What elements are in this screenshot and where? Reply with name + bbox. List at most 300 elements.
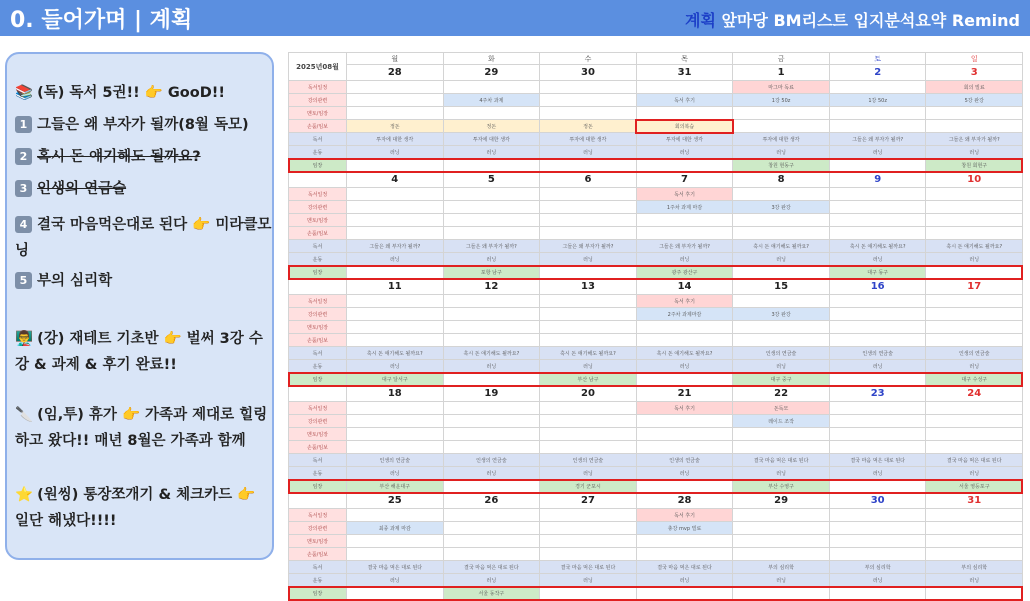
date-row-spacer [289,493,347,509]
schedule-cell [540,159,637,172]
schedule-cell: 러닝 [443,253,540,266]
row-label: 운동 [289,467,347,480]
date-number: 25 [347,493,444,509]
weekday-row [289,53,1023,65]
schedule-row [289,574,1023,587]
emoji-icon: 🔪 [15,407,34,423]
schedule-cell: 그들은 왜 부자가 될까? [636,240,733,253]
schedule-cell [636,227,733,240]
schedule-cell [733,587,830,600]
schedule-cell [733,188,830,201]
nav-keyword: 계획 [685,11,716,30]
schedule-row [289,227,1023,240]
schedule-cell [347,402,444,415]
schedule-cell: 러닝 [829,360,926,373]
schedule-cell: 러닝 [347,467,444,480]
schedule-row [289,107,1023,120]
schedule-cell: 투자에 대한 생각 [347,133,444,146]
schedule-cell [540,428,637,441]
date-number: 23 [829,386,926,402]
note-text: 그들은 왜 부자가 될까(8월 독모) [37,117,249,133]
schedule-cell: 러닝 [636,467,733,480]
schedule-cell [926,402,1023,415]
date-number: 30 [540,65,637,81]
schedule-cell [540,107,637,120]
schedule-row [289,240,1023,253]
schedule-cell [540,308,637,321]
schedule-cell [443,441,540,454]
date-number: 29 [733,493,830,509]
weekday-label: 일 [926,53,1023,65]
schedule-cell: 러닝 [926,467,1023,480]
date-number: 5 [443,172,540,188]
schedule-cell [829,509,926,522]
schedule-cell: 러닝 [829,253,926,266]
date-row [289,493,1023,509]
schedule-cell [540,81,637,94]
schedule-cell [540,415,637,428]
schedule-cell: 러닝 [733,467,830,480]
schedule-cell: 혹시 돈 얘기해도 될까요? [347,347,444,360]
slide-title: 0. 들어가며 | 계획 [10,8,193,33]
schedule-cell [443,188,540,201]
row-label: 독서일정 [289,402,347,415]
row-label: 멘토/임장 [289,214,347,227]
schedule-cell: 러닝 [636,253,733,266]
schedule-cell [636,548,733,561]
date-number: 22 [733,386,830,402]
row-label: 임장 [289,587,347,600]
schedule-cell: 그들은 왜 부자가 될까? [347,240,444,253]
note-text: (강) 재테트 기초반 👉 벌써 3강 수강 & 과제 & 후기 완료!! [15,331,263,373]
schedule-cell: 러닝 [540,360,637,373]
schedule-cell: 러닝 [733,146,830,159]
row-label: 손품/임보 [289,120,347,133]
schedule-cell [636,415,733,428]
schedule-cell: 러닝 [829,146,926,159]
weekday-label: 월 [347,53,444,65]
schedule-cell [443,201,540,214]
schedule-cell [636,441,733,454]
schedule-cell [829,415,926,428]
schedule-cell: 그들은 왜 부자가 될까? [829,133,926,146]
schedule-cell [540,548,637,561]
monthly-calendar [288,52,1023,600]
schedule-cell [540,227,637,240]
row-label: 임장 [289,373,347,386]
schedule-cell [733,428,830,441]
schedule-cell: 러닝 [347,574,444,587]
schedule-cell: 독서 후기 [636,295,733,308]
schedule-cell: 부산 수영구 [733,480,830,493]
date-row [289,65,1023,81]
schedule-cell: 독서 후기 [636,94,733,107]
date-number: 28 [636,493,733,509]
schedule-cell: 러닝 [347,146,444,159]
schedule-cell [926,428,1023,441]
date-number: 10 [926,172,1023,188]
schedule-cell [733,441,830,454]
schedule-cell [926,509,1023,522]
schedule-cell: 포항 남구 [443,266,540,279]
date-number: 3 [926,65,1023,81]
schedule-cell: 결국 마음 먹은 대로 된다 [926,454,1023,467]
schedule-cell: 회의복습 [636,120,733,133]
schedule-row [289,428,1023,441]
schedule-cell [347,227,444,240]
number-badge: 2 [15,148,32,165]
note-text: 혹시 돈 얘기해도 될까요? [37,149,201,165]
schedule-cell [443,107,540,120]
schedule-cell: 대구 동구 [829,266,926,279]
weekday-label: 수 [540,53,637,65]
row-label: 독서 [289,454,347,467]
schedule-cell: 러닝 [540,467,637,480]
row-label: 독서일정 [289,509,347,522]
date-number: 12 [443,279,540,295]
schedule-cell: 러닝 [347,253,444,266]
schedule-cell [443,415,540,428]
schedule-cell: 독서 후기 [636,509,733,522]
schedule-cell [829,441,926,454]
schedule-cell [347,428,444,441]
schedule-cell [636,587,733,600]
schedule-cell: 1강 50z [733,94,830,107]
schedule-cell [347,214,444,227]
schedule-cell [540,535,637,548]
schedule-row [289,347,1023,360]
note-text: (원씽) 통장쪼개기 & 체크카드 👉 일단 해냈다!!!! [15,487,256,529]
schedule-cell [926,120,1023,133]
schedule-cell [347,295,444,308]
schedule-cell: 결국 마음 먹은 대로 된다 [733,454,830,467]
date-number: 13 [540,279,637,295]
schedule-cell: 러닝 [636,360,733,373]
row-label: 독서 [289,240,347,253]
date-number: 2 [829,65,926,81]
schedule-cell: 결국 마음 먹은 대로 된다 [636,561,733,574]
date-row-spacer [289,279,347,295]
schedule-cell: 러닝 [540,253,637,266]
schedule-cell: 러닝 [636,146,733,159]
schedule-cell: 부산 남구 [540,373,637,386]
date-number: 19 [443,386,540,402]
row-label: 강의관련 [289,522,347,535]
schedule-cell [733,227,830,240]
date-number: 30 [829,493,926,509]
schedule-cell [540,295,637,308]
date-number: 15 [733,279,830,295]
schedule-cell: 총강 mvp 빌료 [636,522,733,535]
schedule-cell: 러닝 [540,574,637,587]
note-item [15,176,273,202]
schedule-cell [347,159,444,172]
schedule-cell [443,428,540,441]
schedule-cell [443,535,540,548]
schedule-cell [829,334,926,347]
row-label: 독서일정 [289,295,347,308]
schedule-row [289,373,1023,386]
schedule-cell [443,159,540,172]
schedule-cell [926,266,1023,279]
row-label: 운동 [289,253,347,266]
schedule-cell [926,321,1023,334]
schedule-cell [347,548,444,561]
schedule-cell [636,214,733,227]
schedule-cell: 러닝 [636,574,733,587]
schedule-cell [829,535,926,548]
notes-panel [5,52,274,560]
schedule-cell: 그들은 왜 부자가 될까? [443,240,540,253]
schedule-cell [829,548,926,561]
schedule-cell: 인생의 연금술 [443,454,540,467]
schedule-cell [829,107,926,120]
schedule-cell [540,522,637,535]
schedule-cell [540,188,637,201]
note-item [15,326,273,378]
slide-nav [685,8,1020,31]
schedule-cell [347,334,444,347]
schedule-cell: 결국 마음 먹은 대로 된다 [540,561,637,574]
schedule-cell: 독서 후기 [636,188,733,201]
schedule-cell [733,107,830,120]
schedule-cell: 러닝 [733,574,830,587]
schedule-cell: 4주차 과제 [443,94,540,107]
schedule-row [289,402,1023,415]
schedule-cell [443,227,540,240]
row-label: 손품/임보 [289,548,347,561]
date-number: 14 [636,279,733,295]
note-item [15,80,273,106]
schedule-cell [829,159,926,172]
schedule-cell [540,402,637,415]
schedule-cell: 돈독모 [733,402,830,415]
schedule-row [289,509,1023,522]
schedule-cell [347,266,444,279]
row-label: 독서 [289,561,347,574]
schedule-cell [733,548,830,561]
schedule-cell [829,587,926,600]
date-number: 27 [540,493,637,509]
schedule-cell: 그들은 왜 부자가 될까? [540,240,637,253]
nav-text: 앞마당 BM리스트 입지분석요약 Remind [715,11,1020,30]
schedule-cell: 러닝 [926,253,1023,266]
row-label: 독서 [289,347,347,360]
schedule-cell: 혹시 돈 얘기해도 될까요? [540,347,637,360]
row-label: 독서일정 [289,188,347,201]
schedule-cell: 러닝 [443,574,540,587]
date-number: 9 [829,172,926,188]
schedule-cell: 1강 50z [829,94,926,107]
number-badge: 5 [15,272,32,289]
row-label: 독서 [289,133,347,146]
schedule-cell: 3강 완강 [733,308,830,321]
schedule-cell [540,587,637,600]
emoji-icon: ⭐ [15,487,34,503]
schedule-cell: 혹시 돈 얘기해도 될까요? [733,240,830,253]
date-number: 16 [829,279,926,295]
number-badge: 3 [15,180,32,197]
row-label: 멘토/임장 [289,321,347,334]
schedule-cell [636,480,733,493]
note-item [15,482,273,534]
schedule-cell: 경기 군포시 [540,480,637,493]
schedule-cell [347,308,444,321]
schedule-cell: 러닝 [733,360,830,373]
schedule-row [289,454,1023,467]
schedule-cell [926,415,1023,428]
schedule-cell: 부산 해운대구 [347,480,444,493]
schedule-cell [926,214,1023,227]
schedule-cell: 창원 현동구 [733,159,830,172]
schedule-cell: 인생의 연금술 [733,347,830,360]
schedule-row [289,334,1023,347]
schedule-cell [733,321,830,334]
note-item [15,112,273,138]
row-label: 강의관련 [289,201,347,214]
schedule-cell: 대구 달서구 [347,373,444,386]
date-number: 21 [636,386,733,402]
row-label: 손품/임보 [289,334,347,347]
schedule-cell: 창원 회현구 [926,159,1023,172]
row-label: 임장 [289,159,347,172]
schedule-cell: 레이드 조작 [733,415,830,428]
schedule-cell [636,107,733,120]
date-number: 1 [733,65,830,81]
schedule-cell: 러닝 [829,574,926,587]
schedule-cell: 투자에 대한 생각 [733,133,830,146]
schedule-cell: 러닝 [540,146,637,159]
schedule-cell: 투자에 대한 생각 [443,133,540,146]
schedule-cell [540,94,637,107]
schedule-cell [829,373,926,386]
schedule-cell [926,441,1023,454]
schedule-cell [926,227,1023,240]
row-label: 강의관련 [289,415,347,428]
row-label: 손품/임보 [289,441,347,454]
date-number: 29 [443,65,540,81]
date-number: 8 [733,172,830,188]
date-number: 20 [540,386,637,402]
schedule-cell [347,107,444,120]
schedule-cell [829,81,926,94]
schedule-row [289,146,1023,159]
schedule-row [289,201,1023,214]
row-label: 임장 [289,480,347,493]
row-label: 운동 [289,146,347,159]
date-row-spacer [289,386,347,402]
schedule-cell: 투자에 대한 생각 [540,133,637,146]
schedule-cell: 러닝 [926,360,1023,373]
date-row [289,386,1023,402]
schedule-cell [733,120,830,133]
schedule-cell [540,214,637,227]
schedule-cell: 러닝 [926,146,1023,159]
schedule-cell [347,81,444,94]
row-label: 운동 [289,574,347,587]
row-label: 멘토/임장 [289,428,347,441]
schedule-cell [733,509,830,522]
date-number: 4 [347,172,444,188]
weekday-label: 토 [829,53,926,65]
emoji-icon: 👨‍🏫 [15,331,34,347]
schedule-cell [829,201,926,214]
schedule-cell [636,159,733,172]
weekday-label: 목 [636,53,733,65]
row-label: 멘토/임장 [289,535,347,548]
schedule-cell [347,188,444,201]
schedule-cell [636,373,733,386]
schedule-row [289,133,1023,146]
schedule-cell: 인생의 연금술 [540,454,637,467]
schedule-cell [443,308,540,321]
note-text: (임,투) 휴가 👉 가족과 제대로 힐링하고 왔다!! 매년 8월은 가족과 함께 [15,407,268,449]
schedule-cell: 러닝 [733,253,830,266]
schedule-cell: 러닝 [829,467,926,480]
schedule-cell [443,522,540,535]
schedule-cell [829,120,926,133]
schedule-cell: 그들은 왜 부자가 될까? [926,133,1023,146]
schedule-row [289,308,1023,321]
schedule-cell: 정돈 [347,120,444,133]
schedule-row [289,159,1023,172]
schedule-cell [347,321,444,334]
schedule-row [289,321,1023,334]
schedule-cell [829,402,926,415]
schedule-cell [733,535,830,548]
schedule-row [289,360,1023,373]
date-number: 11 [347,279,444,295]
schedule-cell [540,201,637,214]
number-badge: 4 [15,216,32,233]
schedule-cell: 인생의 연금술 [636,454,733,467]
row-label: 운동 [289,360,347,373]
weekday-label: 금 [733,53,830,65]
schedule-cell [733,334,830,347]
schedule-cell: 러닝 [443,467,540,480]
schedule-row [289,441,1023,454]
row-label: 손품/임보 [289,227,347,240]
schedule-cell [926,522,1023,535]
month-label: 2025년08월 [289,53,347,81]
schedule-row [289,561,1023,574]
schedule-cell [829,428,926,441]
schedule-cell: 부의 심리학 [733,561,830,574]
row-label: 임장 [289,266,347,279]
schedule-cell: 2주차 과제마감 [636,308,733,321]
schedule-cell [926,188,1023,201]
date-number: 28 [347,65,444,81]
schedule-row [289,81,1023,94]
date-number: 24 [926,386,1023,402]
number-badge: 1 [15,116,32,133]
schedule-cell [347,535,444,548]
schedule-cell: 러닝 [443,146,540,159]
schedule-cell [829,188,926,201]
schedule-cell [829,321,926,334]
schedule-cell [443,509,540,522]
row-label: 독서일정 [289,81,347,94]
schedule-cell: 정돈 [540,120,637,133]
schedule-cell: 러닝 [347,360,444,373]
note-text: (독) 독서 5권!! 👉 GooD!! [37,85,225,101]
schedule-cell: 결국 마음 먹은 대로 된다 [829,454,926,467]
schedule-cell: 3강 완강 [733,201,830,214]
schedule-cell [926,201,1023,214]
date-number: 7 [636,172,733,188]
schedule-cell [926,295,1023,308]
schedule-cell [829,295,926,308]
